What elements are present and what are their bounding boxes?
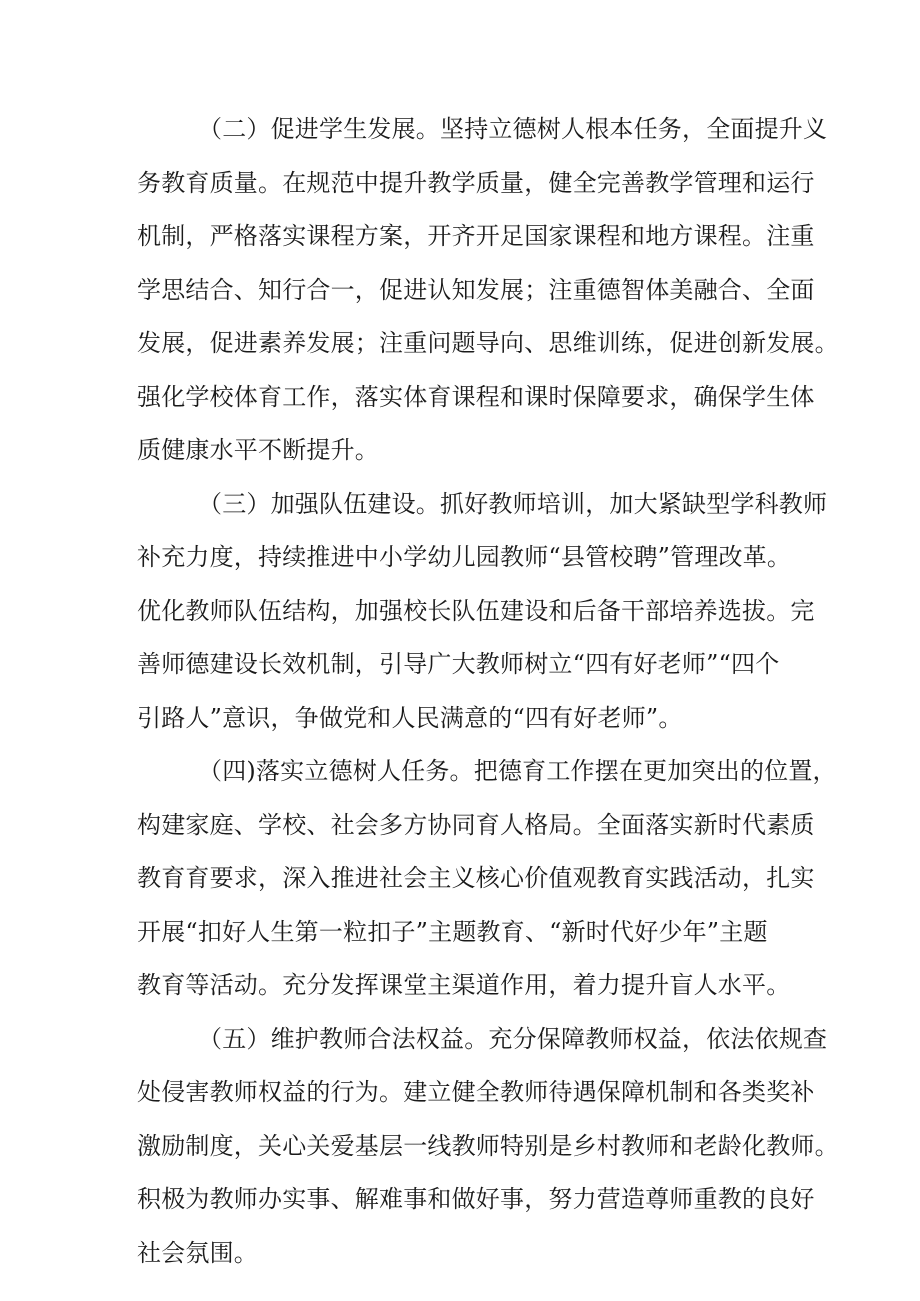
text-line: 处侵害教师权益的行为。建立健全教师待遇保障机制和各类奖补: [137, 1078, 815, 1106]
paragraph-team-building: [137, 478, 828, 746]
text-line: 开展“扣好人生第一粒扣子”主题教育、“新时代好少年”主题: [137, 917, 768, 946]
text-line: 学思结合、知行合一，促进认知发展；注重德智体美融合、全面: [137, 275, 815, 304]
text-line: 构建家庭、学校、社会多方协同育人格局。全面落实新时代素质: [137, 810, 815, 839]
paragraph-student-development: [137, 103, 839, 478]
text-line: 发展，促进素养发展；注重问题导向、思维训练，促进创新发展。: [137, 329, 839, 357]
text-line: （二）促进学生发展。坚持立德树人根本任务，全面提升义: [198, 115, 828, 143]
text-line: 补充力度，持续推进中小学幼儿园教师“县管校聘”管理改革。: [137, 543, 792, 571]
text-line: 积极为教师办实事、解难事和做好事，努力营造尊师重教的良好: [137, 1185, 815, 1213]
text-line: 社会氛围。: [137, 1238, 258, 1267]
text-line: （五）维护教师合法权益。充分保障教师权益，依法依规查: [198, 1024, 828, 1053]
text-line: 善师德建设长效机制，引导广大教师树立“四有好老师”“四个: [137, 650, 780, 678]
text-line: 教育等活动。充分发挥课堂主渠道作用，着力提升盲人水平。: [137, 971, 791, 999]
text-line: 优化教师队伍结构，加强校长队伍建设和后备干部培养选拔。完: [137, 596, 815, 625]
text-line: 务教育质量。在规范中提升教学质量，健全完善教学管理和运行: [137, 168, 815, 197]
text-line: 引路人”意识，争做党和人民满意的“四有好老师”。: [137, 703, 683, 732]
text-line: 质健康水平不断提升。: [137, 436, 379, 464]
text-line: 激励制度，关心关爱基层一线教师特别是乡村教师和老龄化教师。: [137, 1131, 839, 1160]
document-body: [137, 103, 839, 1280]
paragraph-teacher-rights: [137, 1013, 839, 1281]
text-line: 强化学校体育工作，落实体育课程和课时保障要求，确保学生体: [137, 382, 815, 411]
text-line: （四)落实立德树人任务。把德育工作摆在更加突出的位置，: [198, 757, 837, 785]
text-line: 机制，严格落实课程方案，开齐开足国家课程和地方课程。注重: [137, 222, 815, 250]
text-line: （三）加强队伍建设。抓好教师培训，加大紧缺型学科教师: [198, 489, 828, 518]
paragraph-moral-education: [137, 745, 837, 1013]
text-line: 教育育要求，深入推进社会主义核心价值观教育实践活动，扎实: [137, 864, 815, 892]
